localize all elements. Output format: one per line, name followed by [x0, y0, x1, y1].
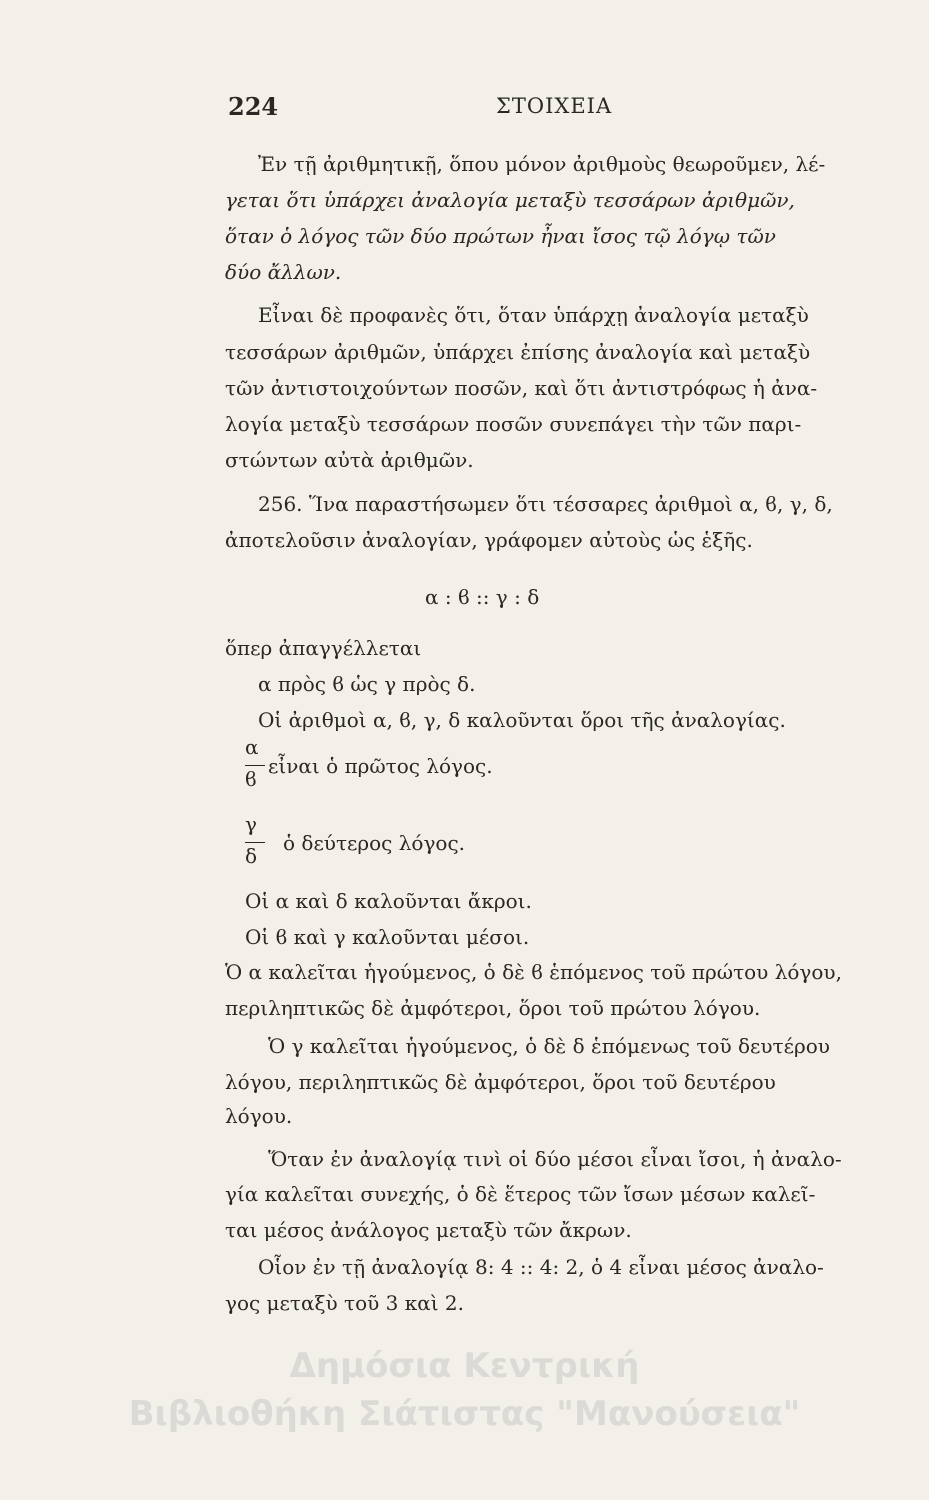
text-line: Οἱ ϐ καὶ γ καλοῦνται μέσοι.	[245, 925, 530, 949]
text-line: γεται ὅτι ὑπάρχει ἀναλογία μεταξὺ τεσσάρων ἀριθμῶν,	[225, 188, 795, 212]
text-line: Ὅταν ἐν ἀναλογίᾳ τινὶ οἱ δύο μέσοι εἶναι ἴσοι, ἡ ἀναλο-	[268, 1147, 842, 1171]
text-line: λόγου, περιληπτικῶς δὲ ἀμφότεροι, ὅροι τοῦ δευτέρου	[225, 1070, 776, 1094]
text-line: τῶν ἀντιστοιχούντων ποσῶν, καὶ ὅτι ἀντιστρόφως ἡ ἀνα-	[225, 376, 818, 400]
text-line: Ὁ γ καλεῖται ἡγούμενος, ὁ δὲ δ ἑπόμενως τοῦ δευτέρου	[268, 1034, 830, 1058]
text-line: ἀποτελοῦσιν ἀναλογίαν, γράφομεν αὐτοὺς ὡς ἑξῆς.	[225, 528, 753, 552]
text-line: στώντων αὐτὰ ἀριθμῶν.	[225, 448, 474, 472]
fraction-bar	[245, 765, 265, 766]
text-line: περιληπτικῶς δὲ ἀμφότεροι, ὅροι τοῦ πρώτου λόγου.	[225, 996, 761, 1020]
text-line: ται μέσος ἀνάλογος μεταξὺ τῶν ἄκρων.	[225, 1218, 632, 1242]
running-title: ΣΤΟΙΧΕΙΑ	[496, 94, 613, 118]
text-line: ὅπερ ἀπαγγέλλεται	[225, 636, 422, 660]
fraction-denominator: ϐ	[245, 767, 257, 791]
text-line: τεσσάρων ἀριθμῶν, ὑπάρχει ἐπίσης ἀναλογία καὶ μεταξὺ	[225, 340, 811, 364]
fraction-numerator: α	[245, 735, 259, 759]
page-number: 224	[228, 92, 279, 121]
text-line: α πρὸς ϐ ὡς γ πρὸς δ.	[258, 672, 476, 696]
section-256-line: 256. Ἵνα παραστήσωμεν ὅτι τέσσαρες ἀριθμοὶ α, ϐ, γ, δ,	[258, 492, 833, 516]
text-line: δύο ἄλλων.	[225, 260, 342, 284]
text-line: Οἱ α καὶ δ καλοῦνται ἄκροι.	[245, 889, 532, 913]
text-line: Εἶναι δὲ προφανὲς ὅτι, ὅταν ὑπάρχῃ ἀναλογία μεταξὺ	[258, 303, 809, 327]
text-line: ὅταν ὁ λόγος τῶν δύο πρώτων ἦναι ἴσος τῷ λόγῳ τῶν	[225, 224, 776, 248]
text-line: εἶναι ὁ πρῶτος λόγος.	[268, 754, 493, 778]
library-watermark-line1: Δημόσια Κεντρική	[289, 1346, 640, 1386]
text-line: γία καλεῖται συνεχής, ὁ δὲ ἕτερος τῶν ἴσων μέσων καλεῖ-	[225, 1182, 816, 1206]
text-line: λόγου.	[225, 1104, 293, 1128]
text-line: Ὁ α καλεῖται ἡγούμενος, ὁ δὲ ϐ ἑπόμενος τοῦ πρώτου λόγου,	[225, 960, 842, 984]
page-header	[228, 92, 878, 124]
fraction-denominator: δ	[245, 844, 258, 868]
fraction-bar	[245, 842, 265, 843]
text-line: Ἐν τῇ ἀριθμητικῇ, ὅπου μόνον ἀριθμοὺς θεωροῦμεν, λέ-	[258, 152, 826, 176]
text-line: Οἱ ἀριθμοὶ α, ϐ, γ, δ καλοῦνται ὅροι τῆς ἀναλογίας.	[258, 708, 786, 732]
text-line: ὁ δεύτερος λόγος.	[283, 831, 466, 855]
text-line: Οἷον ἐν τῇ ἀναλογίᾳ 8: 4 :: 4: 2, ὁ 4 εἶναι μέσος ἀναλο-	[258, 1255, 824, 1279]
text-line: λογία μεταξὺ τεσσάρων ποσῶν συνεπάγει τὴν τῶν παρι-	[225, 412, 802, 436]
library-watermark-line2: Βιβλιοθήκη Σιάτιστας "Μανούσεια"	[128, 1394, 801, 1434]
fraction-numerator: γ	[245, 812, 257, 836]
text-line: γος μεταξὺ τοῦ 3 καὶ 2.	[225, 1291, 465, 1315]
proportion-formula: α : ϐ :: γ : δ	[425, 585, 540, 609]
